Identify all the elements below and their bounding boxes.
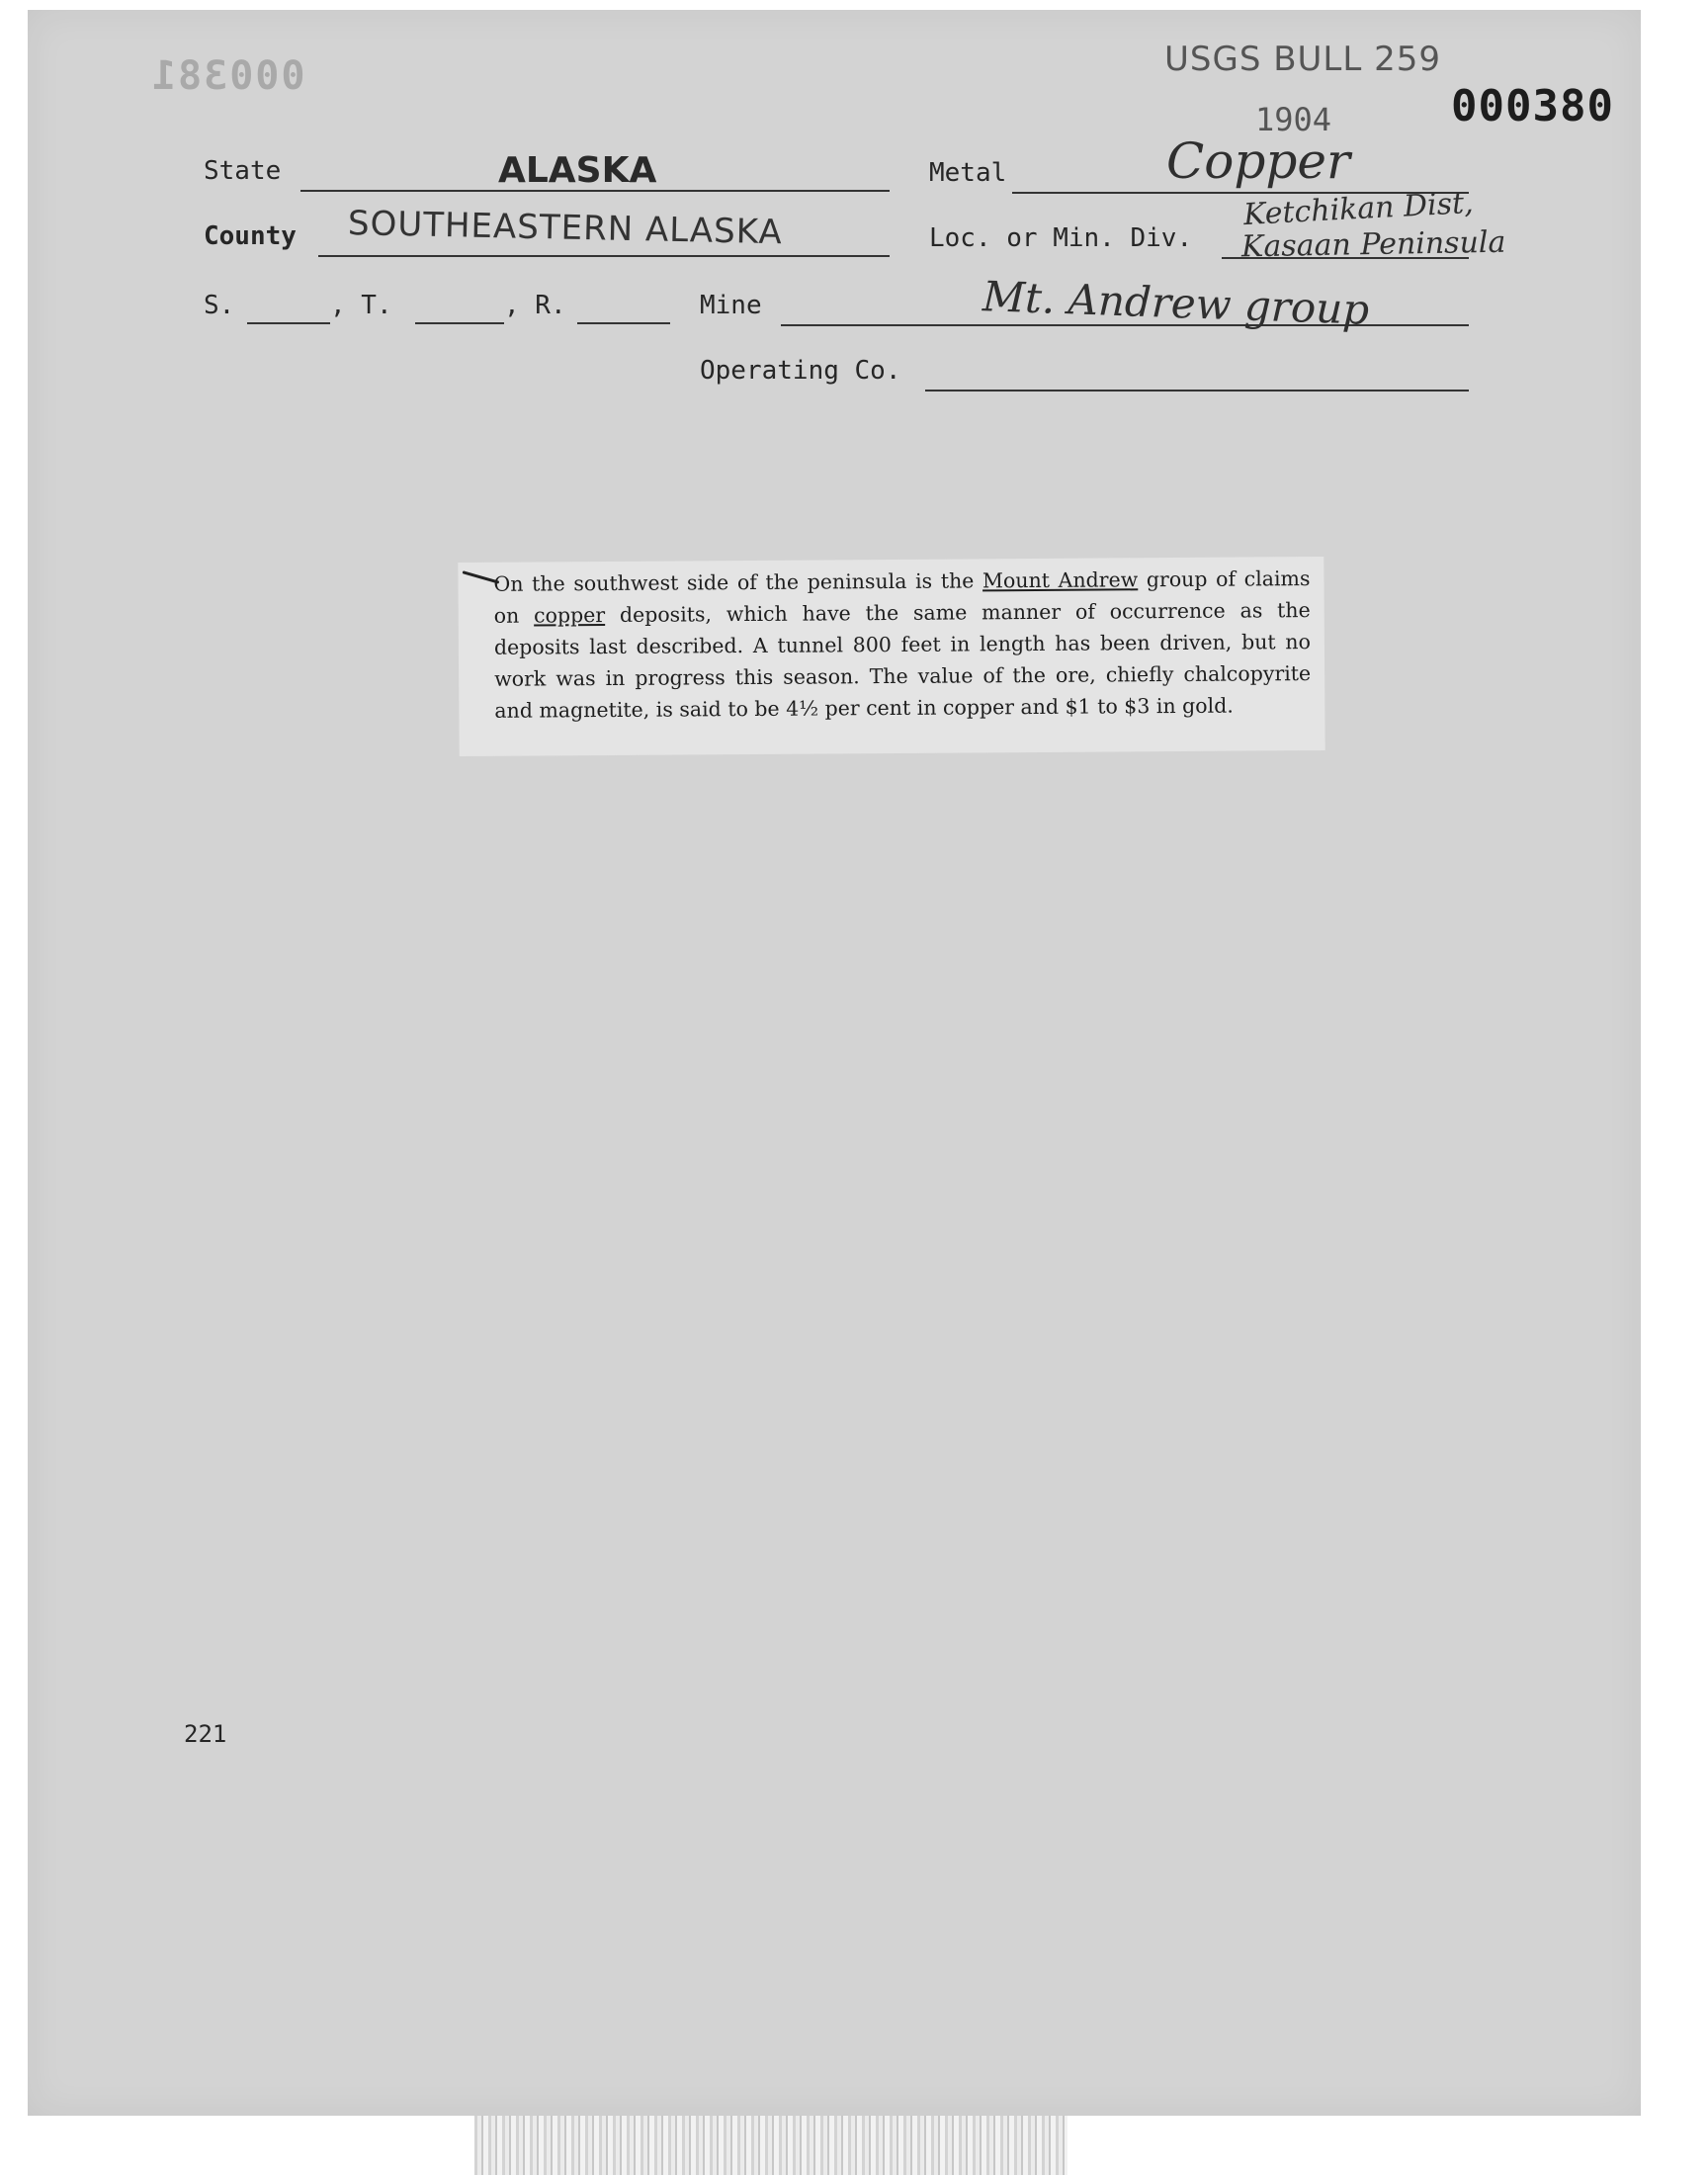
text-clipping (458, 557, 1324, 756)
clipping-text-part3: deposits, which have the same manner of occurrence as the deposits last described. A tunnel 800 feet in length has been driven, but no work was in progress this season. The value of the ore, chiefly chalcopyrite and magnetite, is said to be 4½ per cent in copper and $1 to $3 in gold. (493, 598, 1312, 723)
county-value: SOUTHEASTERN ALASKA (347, 204, 784, 253)
record-number: 000380 (1451, 81, 1614, 131)
township-label: , T. (330, 291, 392, 320)
document-page (28, 10, 1641, 2116)
year-stamp: 1904 (1255, 101, 1332, 138)
metal-label: Metal (929, 158, 1007, 188)
clipping-text-part1: On the southwest side of the peninsula is the (493, 568, 983, 596)
scan-edge-artifact (474, 2116, 1068, 2175)
pencil-mark-icon (462, 570, 501, 584)
metal-value: Copper (1166, 132, 1350, 190)
clipping-mine-name: Mount Andrew (982, 567, 1139, 593)
loc-label: Loc. or Min. Div. (929, 223, 1193, 253)
section-label: S. (204, 291, 235, 320)
range-label: , R. (504, 291, 566, 320)
state-label: State (204, 156, 282, 186)
mine-label: Mine (700, 291, 762, 320)
mine-value: Mt. Andrew group (982, 272, 1371, 334)
mirrored-stamp: 000381 (150, 53, 305, 99)
operating-co-label: Operating Co. (700, 356, 901, 386)
loc-value-line1: Ketchikan Dist, (1242, 185, 1475, 233)
page-number: 221 (184, 1720, 227, 1748)
clipping-metal: copper (533, 603, 606, 628)
county-label: County (204, 221, 297, 251)
clipping-text-part2: group of claims on (493, 566, 1311, 628)
source-stamp: USGS BULL 259 (1164, 40, 1442, 79)
loc-value-line2: Kasaan Peninsula (1240, 224, 1506, 265)
state-value: ALASKA (498, 150, 657, 191)
